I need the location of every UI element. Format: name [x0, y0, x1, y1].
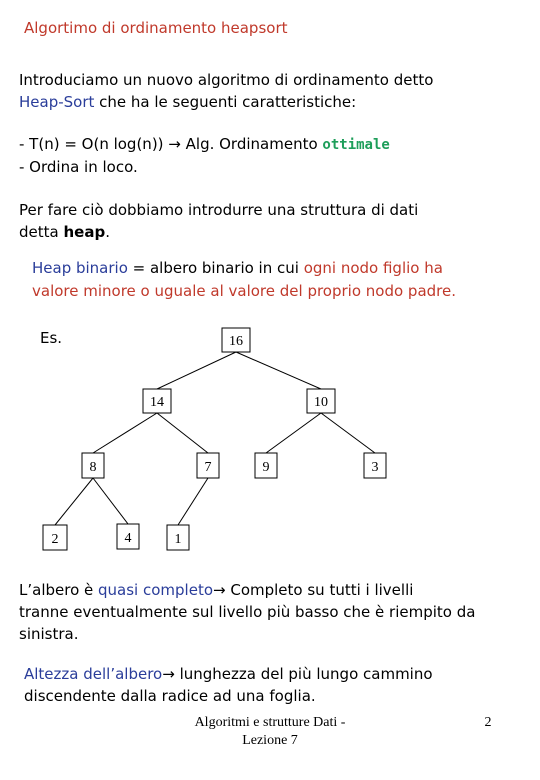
- tree-node-label: 9: [262, 460, 270, 475]
- edge-14-7: [157, 413, 208, 453]
- binary-heap-term: Heap binario: [32, 259, 128, 277]
- footer-line-2: Lezione 7: [242, 733, 298, 748]
- height-line-1: [24, 664, 433, 685]
- bullet-in-place: - Ordina in loco.: [19, 158, 138, 176]
- definition-mid: = albero binario in cui: [127, 259, 304, 277]
- quasi-prefix: L’albero è: [19, 581, 99, 599]
- edge-16-14: [157, 352, 236, 389]
- arrow-icon: →: [168, 135, 181, 153]
- tree-node-label: 14: [150, 395, 164, 410]
- struct-line-1: Per fare ciò dobbiamo introdurre una struttura di dati: [19, 201, 419, 219]
- tree-node: [255, 453, 277, 478]
- edge-10-9: [266, 413, 321, 453]
- tree-node-label: 4: [124, 531, 132, 546]
- tree-node: [167, 525, 189, 550]
- quasi-line-1: [19, 580, 413, 601]
- tree-node-label: 1: [174, 532, 182, 547]
- footer-course: [170, 714, 370, 750]
- bullet-complexity-text: - T(n) = O(n log(n)): [19, 135, 169, 153]
- optimal-highlight: ottimale: [322, 137, 390, 153]
- tree-node: [43, 525, 67, 550]
- quasi-rest: Completo su tutti i livelli: [225, 581, 414, 599]
- tree-node: [222, 328, 250, 352]
- tree-node: [307, 389, 335, 413]
- tree-node: [364, 453, 386, 478]
- tree-node-label: 2: [51, 532, 59, 547]
- heapsort-term: Heap-Sort: [19, 93, 95, 111]
- intro-line-2-rest: che ha le seguenti caratteristiche:: [94, 93, 357, 111]
- intro-line-1: Introduciamo un nuovo algoritmo di ordinamento detto: [19, 71, 434, 89]
- tree-node-label: 7: [204, 460, 212, 475]
- tree-node: [143, 389, 171, 413]
- tree-node: [117, 524, 139, 549]
- definition-line-2: valore minore o uguale al valore del proprio nodo padre.: [32, 282, 456, 300]
- height-rest: lunghezza del più lungo cammino: [174, 665, 433, 683]
- struct-suffix: .: [105, 223, 110, 241]
- tree-node-label: 3: [371, 460, 379, 475]
- edge-10-3: [321, 413, 375, 453]
- quasi-line-3: sinistra.: [19, 625, 79, 643]
- tree-node: [197, 453, 219, 478]
- height-line-2: discendente dalla radice ad una foglia.: [24, 687, 316, 705]
- arrow-icon: →: [213, 581, 226, 599]
- struct-prefix: detta: [19, 223, 64, 241]
- footer-line-1: Algoritmi e strutture Dati -: [194, 715, 346, 730]
- edge-8-2: [55, 478, 93, 525]
- tree-node-label: 8: [89, 460, 97, 475]
- tree-node-label: 16: [229, 334, 243, 349]
- edge-8-4: [93, 478, 128, 524]
- tree-node: [82, 453, 104, 478]
- edge-16-10: [236, 352, 321, 389]
- edge-14-8: [93, 413, 157, 453]
- tree-height-term: Altezza dell’albero: [24, 665, 163, 683]
- quasi-complete-term: quasi completo: [98, 581, 213, 599]
- example-label: Es.: [40, 329, 63, 347]
- slide-title: Algortimo di ordinamento heapsort: [24, 19, 288, 37]
- arrow-icon: →: [162, 665, 175, 683]
- heap-term: heap: [63, 223, 106, 241]
- bullet-complexity-after: Alg. Ordinamento: [180, 135, 323, 153]
- tree-node-label: 10: [314, 395, 328, 410]
- quasi-line-2: tranne eventualmente sul livello più basso che è riempito da: [19, 603, 476, 621]
- definition-red-1: ogni nodo figlio ha: [303, 259, 443, 277]
- page-number: 2: [484, 715, 492, 730]
- edge-7-1: [178, 478, 208, 525]
